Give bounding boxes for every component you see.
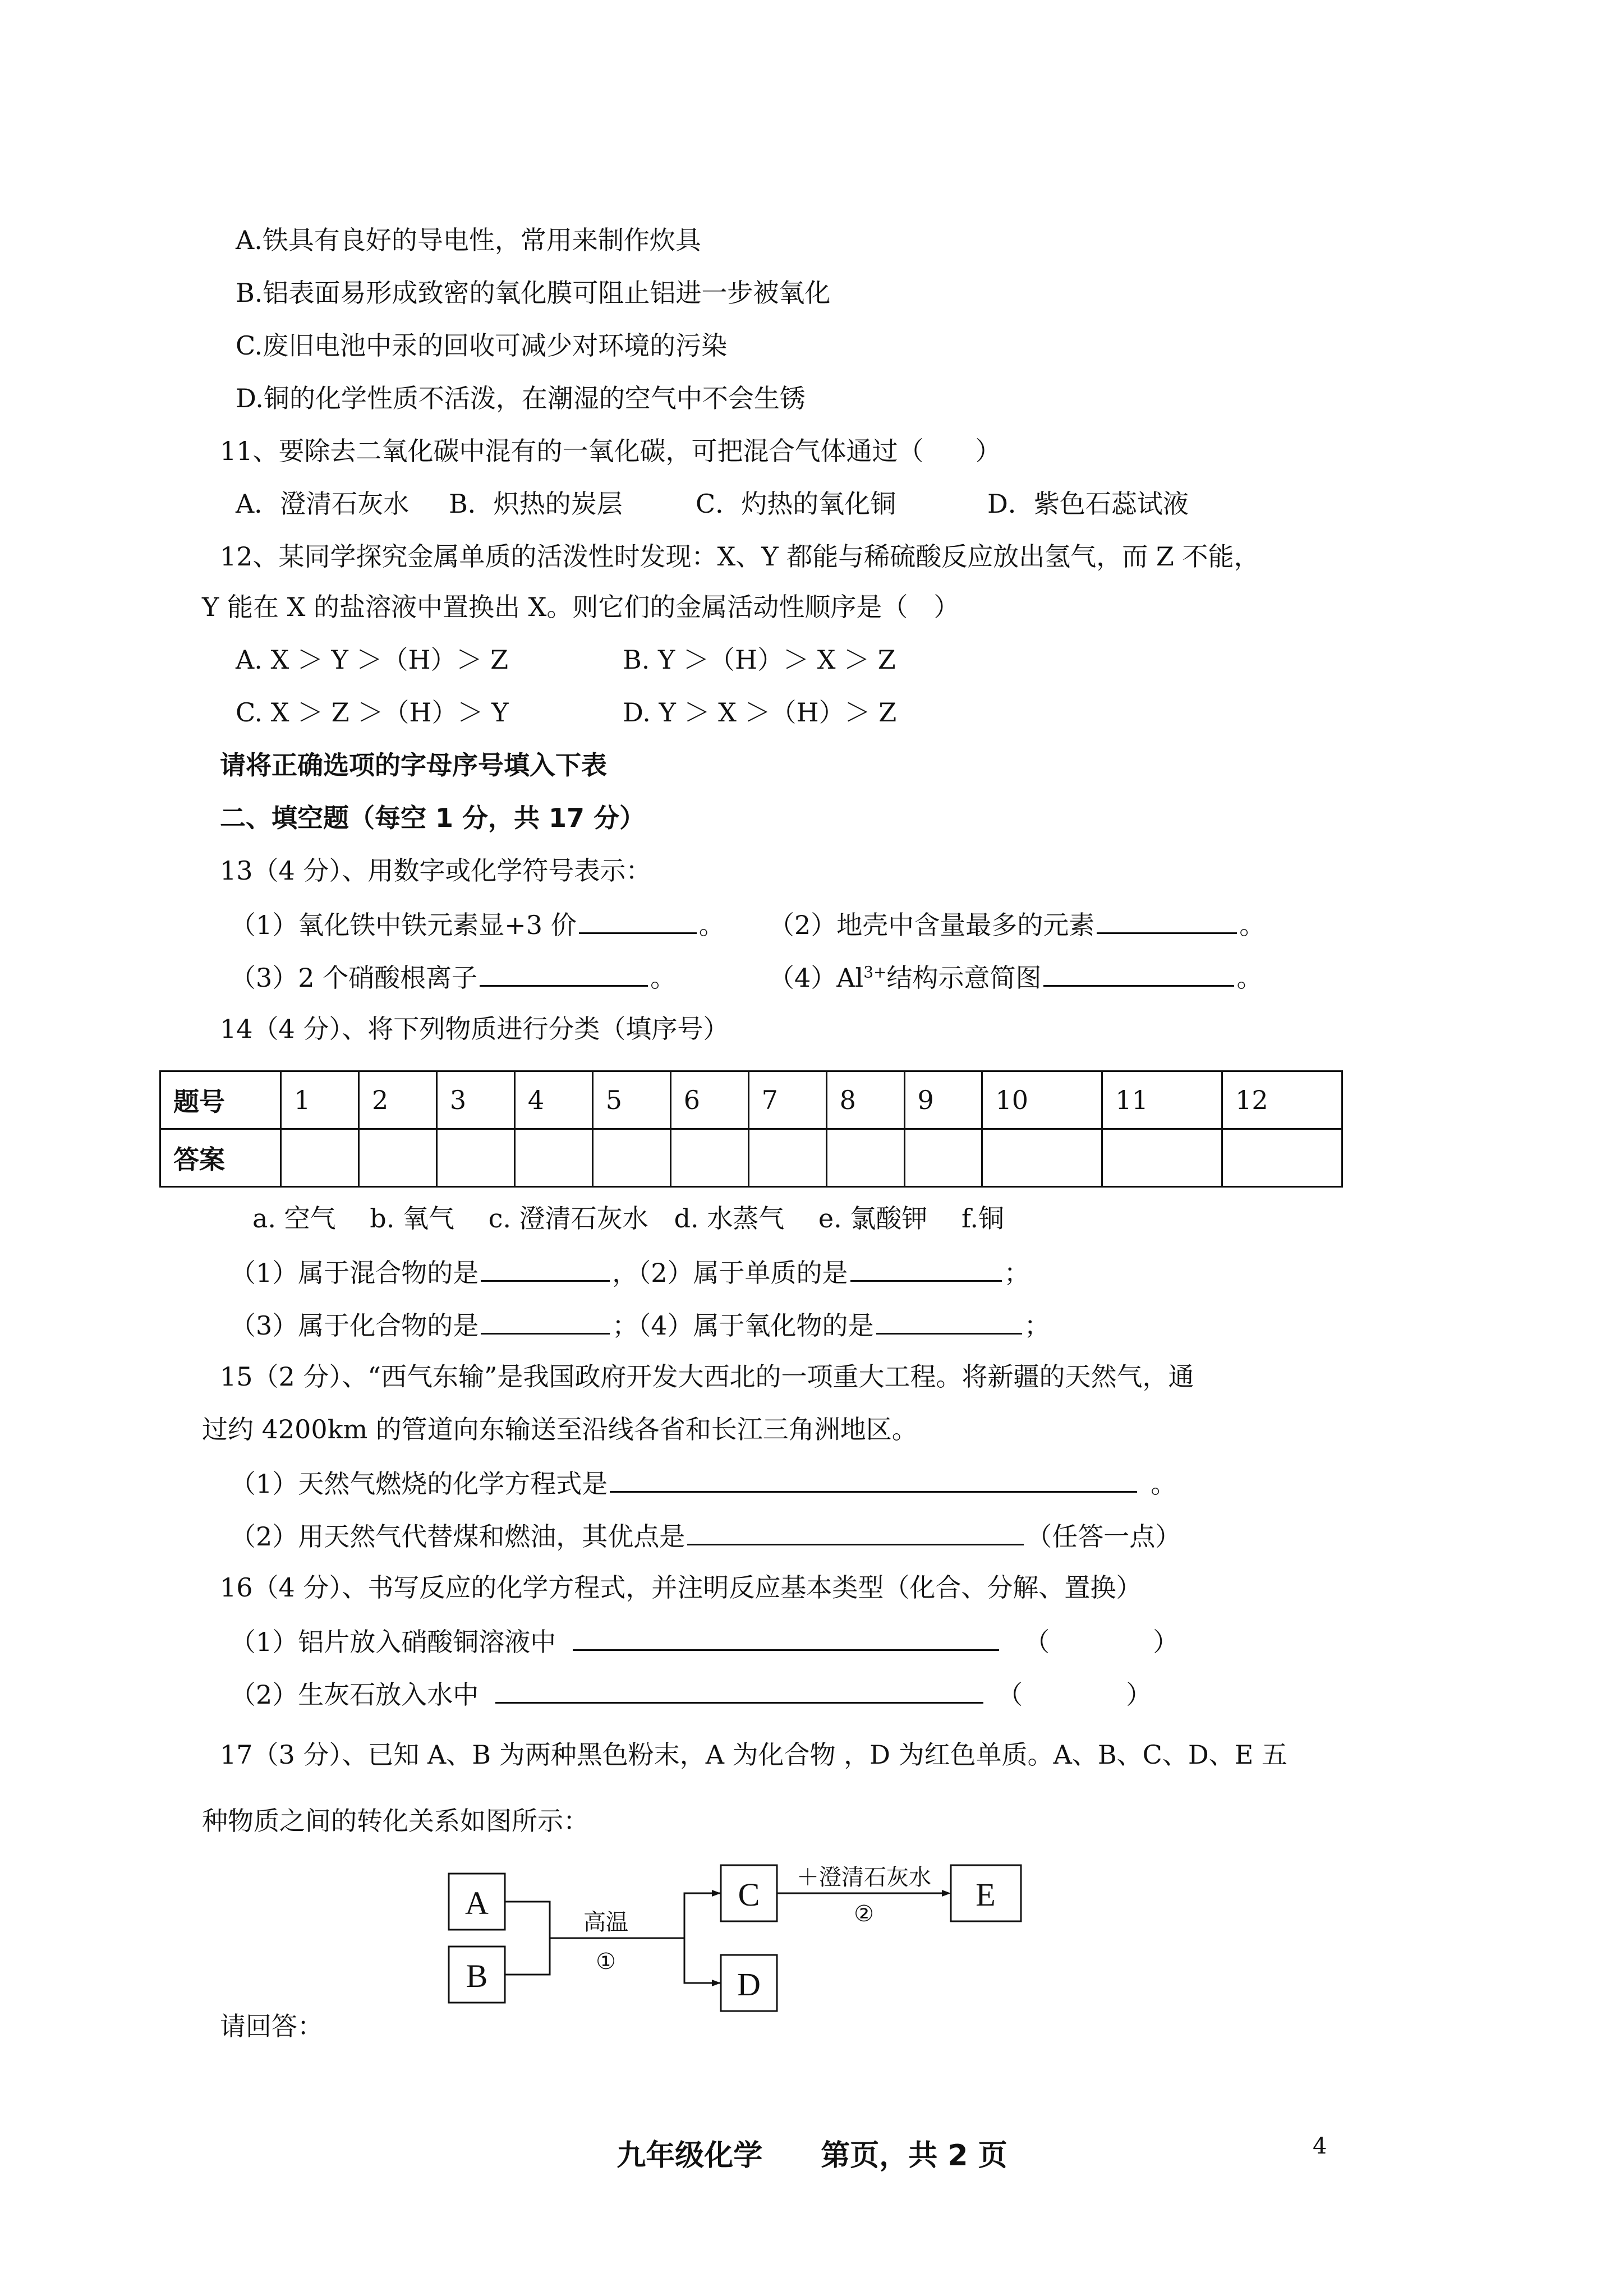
arrow-head-e (942, 1890, 951, 1897)
q14-items: a. 空气 b. 氧气 c. 澄清石灰水 d. 水蒸气 e. 氯酸钾 f.铜 (252, 1203, 1005, 1234)
q10-option-d: D.铜的化学性质不活泼，在潮湿的空气中不会生锈 (236, 383, 806, 413)
q13-part4-label-tail: 结构示意简图 (886, 963, 1042, 993)
arrow-head-d (712, 1980, 721, 1986)
q13-part4 (769, 959, 1262, 995)
period: 。 (1239, 910, 1266, 940)
branch-to-d (684, 1938, 721, 1983)
table-row (160, 1129, 1342, 1187)
q15-part1 (230, 1465, 1176, 1501)
q13-part3 (230, 959, 676, 995)
label-b: B (466, 1958, 488, 1994)
answer-table (159, 1070, 1343, 1188)
label-a: A (465, 1885, 489, 1921)
answer-cell[interactable] (1222, 1129, 1342, 1187)
answer-cell[interactable] (592, 1129, 670, 1187)
answer-blank[interactable] (1043, 959, 1234, 987)
reaction-type-blank[interactable]: （ ） (997, 1680, 1152, 1710)
connector-ab (505, 1902, 550, 1975)
q14-part3-label: （3）属于化合物的是 (230, 1310, 479, 1341)
q10-option-b: B.铝表面易形成致密的氧化膜可阻止铝进一步被氧化 (236, 278, 831, 308)
q14-part4-label: ；（4）属于氧化物的是 (612, 1310, 874, 1341)
semicolon: ； (1004, 1258, 1030, 1288)
answer-blank[interactable] (610, 1465, 1137, 1493)
table-cell: 5 (592, 1071, 670, 1129)
q15-part2-note: （任答一点） (1026, 1521, 1181, 1552)
period: 。 (1236, 963, 1263, 993)
arrow-head-c (712, 1890, 721, 1897)
answer-cell[interactable] (670, 1129, 748, 1187)
q15-part2 (230, 1518, 1181, 1553)
q11-option-b: B．炽热的炭层 (449, 489, 623, 519)
answer-blank[interactable] (480, 959, 648, 987)
q15-stem-line2: 过约 4200km 的管道向东输送至沿线各省和长江三角洲地区。 (202, 1414, 918, 1444)
q13-stem: 13（4 分）、用数字或化学符号表示： (220, 855, 652, 886)
answer-cell[interactable] (358, 1129, 436, 1187)
answer-blank[interactable] (481, 1307, 610, 1335)
table-header-answer: 答案 (160, 1129, 281, 1187)
step-2-marker: ② (854, 1901, 874, 1927)
page-footer: 九年级化学 第页，共 2 页 (617, 2139, 1007, 2173)
table-cell: 2 (358, 1071, 436, 1129)
reaction-type-blank[interactable]: （ ） (1024, 1627, 1179, 1657)
condition-limewater: ＋澄清石灰水 (797, 1865, 931, 1890)
period: 。 (698, 910, 725, 940)
answer-cell[interactable] (281, 1129, 359, 1187)
table-header-question-number: 题号 (160, 1071, 281, 1129)
answer-cell[interactable] (1102, 1129, 1222, 1187)
answer-blank[interactable] (579, 907, 697, 934)
table-cell: 10 (982, 1071, 1102, 1129)
branch-to-c (684, 1893, 721, 1938)
table-cell: 11 (1102, 1071, 1222, 1129)
q12-stem-line2: Y 能在 X 的盐溶液中置换出 X。则它们的金属活动性顺序是（ ） (202, 592, 960, 622)
page-number: 4 (1313, 2133, 1327, 2159)
step-1-marker: ① (596, 1949, 616, 1975)
table-cell: 12 (1222, 1071, 1342, 1129)
q15-stem-line1: 15（2 分）、“西气东输”是我国政府开发大西北的一项重大工程。将新疆的天然气，通 (220, 1361, 1194, 1392)
q16-stem: 16（4 分）、书写反应的化学方程式，并注明反应基本类型（化合、分解、置换） (220, 1572, 1142, 1603)
ion-charge: 3+ (863, 963, 887, 982)
answer-blank[interactable] (876, 1307, 1022, 1335)
table-cell: 4 (514, 1071, 592, 1129)
answer-cell[interactable] (514, 1129, 592, 1187)
table-cell: 9 (904, 1071, 982, 1129)
q17-stem-line2: 种物质之间的转化关系如图所示： (202, 1806, 589, 1836)
answer-blank[interactable] (495, 1676, 983, 1704)
q13-part1 (230, 907, 725, 942)
table-cell: 7 (748, 1071, 826, 1129)
answer-cell[interactable] (748, 1129, 826, 1187)
answer-cell[interactable] (436, 1129, 514, 1187)
label-d: D (737, 1966, 761, 2003)
q11-option-c: C．灼热的氧化铜 (696, 489, 896, 519)
label-e: E (976, 1876, 996, 1913)
answer-cell[interactable] (826, 1129, 904, 1187)
answer-blank[interactable] (850, 1254, 1002, 1282)
answer-prompt: 请回答： (220, 2011, 323, 2041)
q13-part1-label: （1）氧化铁中铁元素显+3 价 (230, 910, 577, 940)
q11-option-d: D．紫色石蕊试液 (987, 489, 1189, 519)
q12-option-d: D. Y ＞ X ＞（H）＞ Z (623, 697, 897, 728)
q14-part1-label: （1）属于混合物的是 (230, 1258, 479, 1288)
answer-instruction: 请将正确选项的字母序号填入下表 (220, 750, 607, 780)
q12-option-a: A. X ＞ Y ＞（H）＞ Z (236, 645, 509, 675)
q12-option-c: C. X ＞ Z ＞（H）＞ Y (236, 697, 509, 728)
table-cell: 8 (826, 1071, 904, 1129)
q13-part3-label: （3）2 个硝酸根离子 (230, 963, 478, 993)
table-cell: 6 (670, 1071, 748, 1129)
answer-blank[interactable] (687, 1518, 1024, 1545)
q13-part4-label: （4）Al (769, 963, 864, 993)
conversion-diagram (438, 1862, 1038, 2053)
q11-stem: 11、要除去二氧化碳中混有的一氧化碳，可把混合气体通过（ ） (220, 436, 1001, 466)
q16-part1 (230, 1623, 1179, 1659)
q12-stem-line1: 12、某同学探究金属单质的活泼性时发现：X、Y 都能与稀硫酸反应放出氢气，而 Z 不能， (220, 541, 1260, 572)
answer-blank[interactable] (1097, 907, 1237, 934)
period: 。 (1151, 1469, 1177, 1499)
answer-cell[interactable] (904, 1129, 982, 1187)
semicolon: ； (1024, 1310, 1050, 1341)
q10-option-c: C.废旧电池中汞的回收可减少对环境的污染 (236, 330, 728, 361)
q16-part2 (230, 1676, 1152, 1711)
answer-cell[interactable] (982, 1129, 1102, 1187)
table-row (160, 1071, 1342, 1129)
q12-option-b: B. Y ＞（H）＞ X ＞ Z (623, 645, 896, 675)
q17-stem-line1: 17（3 分）、已知 A、B 为两种黑色粉末，A 为化合物 ，D 为红色单质。A、B、C、D、E 五 (220, 1740, 1287, 1770)
q11-option-a: A．澄清石灰水 (236, 489, 410, 519)
label-c: C (738, 1876, 760, 1913)
period: 。 (650, 963, 677, 993)
q16-part2-label: （2）生灰石放入水中 (230, 1680, 479, 1710)
q14-stem: 14（4 分）、将下列物质进行分类（填序号） (220, 1014, 729, 1044)
q14-row1 (230, 1254, 1030, 1290)
q15-part1-label: （1）天然气燃烧的化学方程式是 (230, 1469, 608, 1499)
q14-part2-label: ，（2）属于单质的是 (612, 1258, 848, 1288)
section-title-fill-blank: 二、填空题（每空 1 分，共 17 分） (220, 803, 646, 833)
q13-part2-label: （2）地壳中含量最多的元素 (769, 910, 1095, 940)
q13-part2 (769, 907, 1265, 942)
q15-part2-label: （2）用天然气代替煤和燃油，其优点是 (230, 1521, 686, 1552)
answer-blank[interactable] (481, 1254, 610, 1282)
answer-blank[interactable] (573, 1623, 999, 1651)
condition-high-temp: 高温 (583, 1910, 628, 1935)
q16-part1-label: （1）铝片放入硝酸铜溶液中 (230, 1627, 556, 1657)
table-cell: 3 (436, 1071, 514, 1129)
table-cell: 1 (281, 1071, 359, 1129)
q10-option-a: A.铁具有良好的导电性，常用来制作炊具 (236, 225, 701, 255)
q14-row2 (230, 1307, 1050, 1342)
